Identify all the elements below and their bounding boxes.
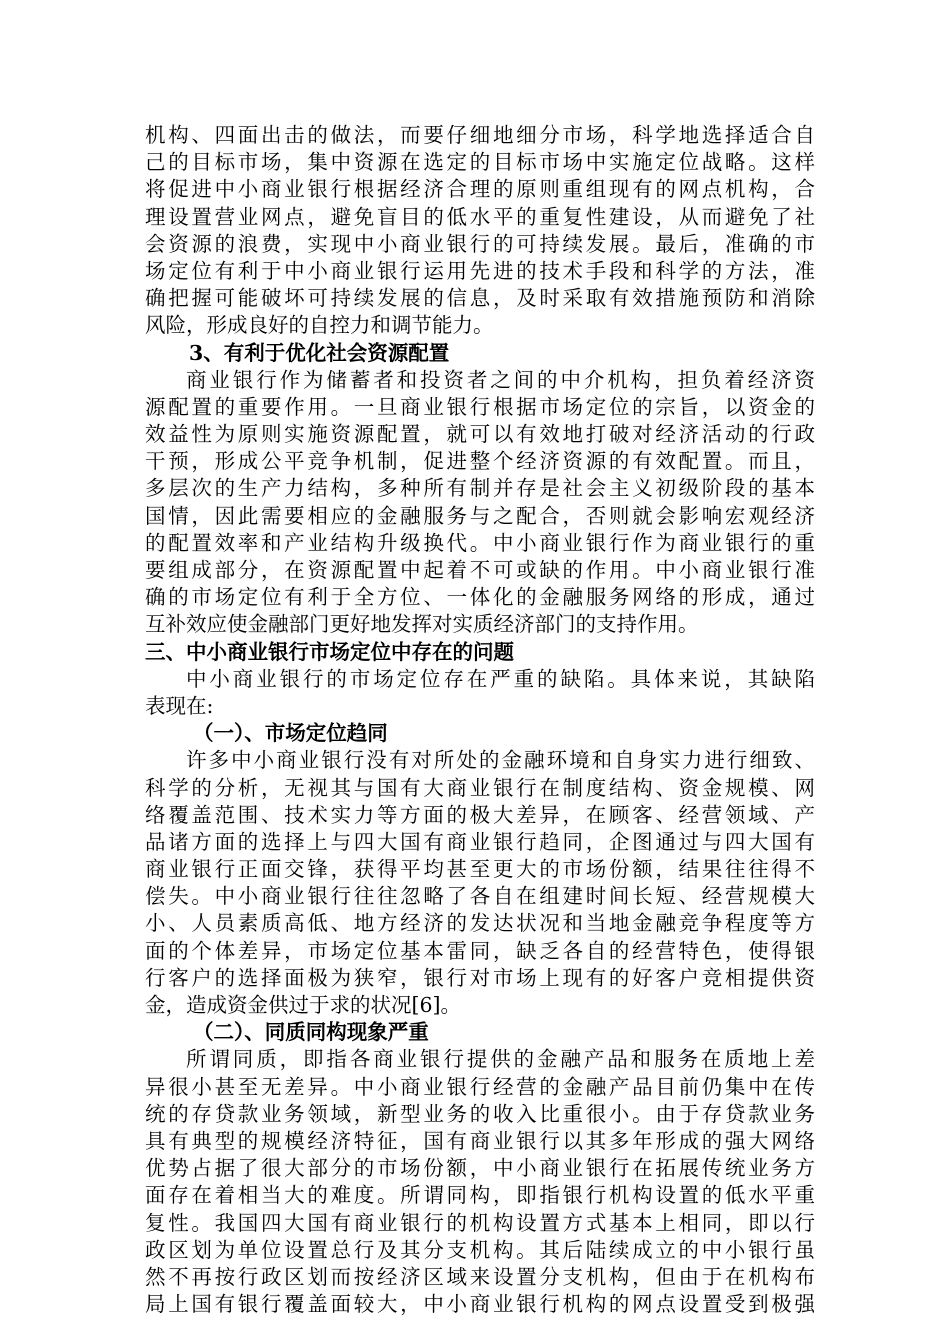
paragraph-first-line: 中小商业银行的市场定位存在严重的缺陷。具体来说，其缺陷: [186, 666, 815, 691]
body-text-line: 确的市场定位有利于全方位、一体化的金融服务网络的形成，通过: [145, 585, 815, 610]
body-text-line: 的配置效率和产业结构升级换代。中小商业银行作为商业银行的重: [145, 530, 815, 555]
body-text-line: 干预，形成公平竞争机制，促进整个经济资源的有效配置。而且，: [145, 449, 815, 474]
paragraph-first-line: 许多中小商业银行没有对所处的金融环境和自身实力进行细致、: [186, 748, 815, 773]
body-text-line: 多层次的生产力结构，多种所有制并存是社会主义初级阶段的基本: [145, 476, 815, 501]
body-text-line: 金，造成资金供过于求的状况[6]。: [145, 993, 462, 1017]
body-text-line: 场定位有利于中小商业银行运用先进的技术手段和科学的方法，准: [145, 258, 815, 283]
body-text-line: 小、人员素质高低、地方经济的发达状况和当地金融竞争程度等方: [145, 911, 815, 936]
body-text-line: 络覆盖范围、技术实力等方面的极大差异，在顾客、经营领域、产: [145, 802, 815, 827]
body-text-line: 统的存贷款业务领域，新型业务的收入比重很小。由于存贷款业务: [145, 1101, 815, 1126]
body-text-line: 确把握可能破坏可持续发展的信息，及时采取有效措施预防和消除: [145, 286, 815, 311]
paragraph-first-line: 所谓同质，即指各商业银行提供的金融产品和服务在质地上差: [186, 1047, 815, 1072]
body-text-line: 己的目标市场，集中资源在选定的目标市场中实施定位战略。这样: [145, 150, 815, 175]
body-text-line: 商业银行正面交锋，获得平均甚至更大的市场份额，结果往往得不: [145, 857, 815, 882]
body-text-line: 会资源的浪费，实现中小商业银行的可持续发展。最后，准确的市: [145, 231, 815, 256]
body-text-line: 优势占据了很大部分的市场份额，中小商业银行在拓展传统业务方: [145, 1156, 815, 1181]
body-text-line: 局上国有银行覆盖面较大，中小商业银行机构的网点设置受到极强: [145, 1292, 815, 1317]
subsection-heading: （一）、市场定位趋同: [193, 721, 388, 746]
body-text-line: 然不再按行政区划而按经济区域来设置分支机构，但由于在机构布: [145, 1264, 815, 1289]
document-body: [145, 122, 815, 1318]
body-text-line: 表现在:: [145, 693, 214, 718]
body-text-line: 政区划为单位设置总行及其分支机构。其后陆续成立的中小银行虽: [145, 1237, 815, 1262]
body-text-line: 机构、四面出击的做法，而要仔细地细分市场，科学地选择适合自: [145, 123, 815, 147]
body-text-line: 科学的分析，无视其与国有大商业银行在制度结构、资金规模、网: [145, 775, 815, 800]
body-text-line: 互补效应使金融部门更好地发挥对实质经济部门的支持作用。: [145, 612, 699, 637]
subsection-heading: （二）、同质同构现象严重: [193, 1020, 429, 1045]
body-text-line: 理设置营业网点，避免盲目的低水平的重复性建设，从而避免了社: [145, 204, 815, 229]
body-text-line: 面存在着相当大的难度。所谓同构，即指银行机构设置的低水平重: [145, 1183, 815, 1208]
body-text-line: 面的个体差异，市场定位基本雷同，缺乏各自的经营特色，使得银: [145, 938, 815, 963]
paragraph-first-line: 商业银行作为储蓄者和投资者之间的中介机构，担负着经济资: [186, 367, 815, 392]
body-text-line: 复性。我国四大国有商业银行的机构设置方式基本上相同，即以行: [145, 1210, 815, 1235]
body-text-line: 将促进中小商业银行根据经济合理的原则重组现有的网点机构，合: [145, 177, 815, 202]
body-text-line: 偿失。中小商业银行往往忽略了各自在组建时间长短、经营规模大: [145, 884, 815, 909]
body-text-line: 行客户的选择面极为狭窄，银行对市场上现有的好客户竞相提供资: [145, 965, 815, 990]
body-text-line: 国情，因此需要相应的金融服务与之配合，否则就会影响宏观经济: [145, 503, 815, 528]
body-text-line: 要组成部分，在资源配置中起着不可或缺的作用。中小商业银行准: [145, 558, 815, 582]
body-text-line: 品诸方面的选择上与四大国有商业银行趋同，企图通过与四大国有: [145, 829, 815, 854]
numbered-heading: 3、有利于优化社会资源配置: [189, 340, 450, 365]
body-text-line: 源配置的重要作用。一旦商业银行根据市场定位的宗旨，以资金的: [145, 394, 815, 419]
section-heading: 三、中小商业银行市场定位中存在的问题: [145, 639, 514, 664]
body-text-line: 具有典型的规模经济特征，国有商业银行以其多年形成的强大网络: [145, 1128, 815, 1153]
body-text-line: 效益性为原则实施资源配置，就可以有效地打破对经济活动的行政: [145, 422, 815, 447]
body-text-line: 风险，形成良好的自控力和调节能力。: [145, 313, 494, 338]
body-text-line: 异很小甚至无差异。中小商业银行经营的金融产品目前仍集中在传: [145, 1074, 815, 1099]
